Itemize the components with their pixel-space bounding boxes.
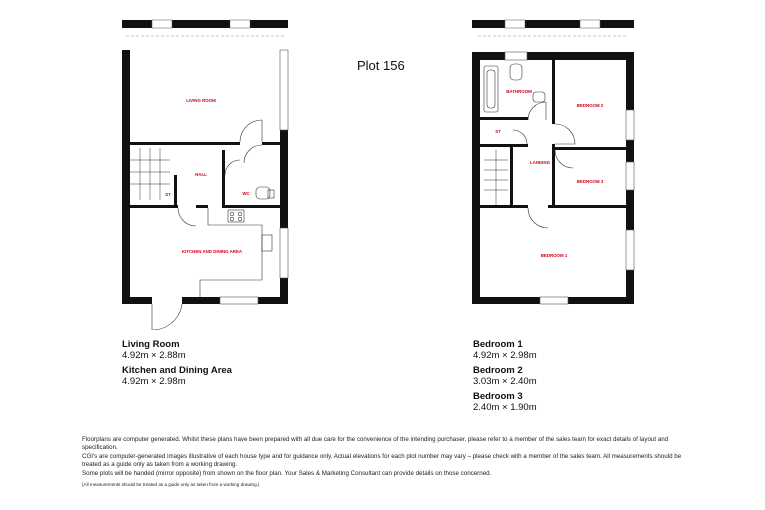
ground-wc-fixtures [256, 187, 274, 199]
label-hall: HALL [195, 172, 207, 177]
ground-roof-parapet [122, 20, 288, 36]
room-name: Kitchen and Dining Area [122, 365, 232, 376]
first-window-top [505, 52, 527, 60]
room-name: Living Room [122, 339, 180, 350]
ground-window-bottom [220, 297, 258, 304]
disclaimer-paragraph: Floorplans are computer generated. Whilst these plans have been prepared with all due care for the convenience of the intending purchaser, please refer to a member of the sales team for exact details of layout and specification. [82, 436, 669, 451]
ground-window-right-lower [280, 228, 288, 278]
first-window-bottom [540, 297, 568, 304]
first-window-right-2 [626, 162, 634, 190]
room-dimensions: 2.40m × 1.90m [473, 402, 537, 413]
label-bedroom-3: BEDROOM 3 [576, 179, 604, 184]
label-living-room: LIVING ROOM [186, 98, 216, 103]
first-window-right-3 [626, 230, 634, 270]
room-dimensions: 4.92m × 2.88m [122, 350, 186, 361]
plot-title: Plot 156 [357, 58, 405, 73]
room-dimensions: 4.92m × 2.98m [122, 376, 186, 387]
ground-outer-walls [122, 50, 288, 304]
room-dimensions: 3.03m × 2.40m [473, 376, 537, 387]
label-kitchen: KITCHEN AND DINING AREA [181, 249, 243, 254]
ground-window-right-upper [280, 50, 288, 130]
label-landing: LANDING [529, 160, 551, 165]
first-floor-room-list [473, 339, 537, 417]
disclaimer-paragraph: Some plots will be handed (mirror opposite) from shown on the floor plan. Your Sales & Marketing Consultant can provide details on those concerned. [82, 470, 492, 477]
room-dimensions: 4.92m × 2.98m [473, 350, 537, 361]
label-bedroom-2: BEDROOM 2 [576, 103, 604, 108]
ground-floor-plan [122, 20, 288, 330]
label-first-st: ST [495, 129, 501, 134]
room-name: Bedroom 2 [473, 365, 523, 376]
ground-staircase [130, 148, 170, 200]
first-interior-walls [480, 60, 626, 208]
disclaimer [82, 436, 692, 490]
label-bedroom-1: BEDROOM 1 [540, 253, 568, 258]
label-bathroom: BATHROOM [506, 89, 532, 94]
first-floor-plan [472, 20, 634, 304]
ground-floor-room-list [122, 339, 232, 391]
first-staircase [484, 150, 508, 205]
first-window-right-1 [626, 110, 634, 140]
disclaimer-paragraph: CGI's are computer-generated images illustrative of each house type and for guidance only. Actual elevations for each plot number may vary – please check with a member of the sales team. All measurements should be treated as a guide only as taken from a working drawing. [82, 453, 682, 468]
disclaimer-small-print: (All measurements should be treated as a guide only as taken from a working drawing.) [82, 482, 260, 487]
first-door-swings [513, 102, 575, 228]
label-ground-st: ST [165, 192, 171, 197]
room-name: Bedroom 1 [473, 339, 523, 350]
label-wc: WC [242, 191, 250, 196]
room-name: Bedroom 3 [473, 391, 523, 402]
first-roof-parapet [472, 20, 634, 36]
